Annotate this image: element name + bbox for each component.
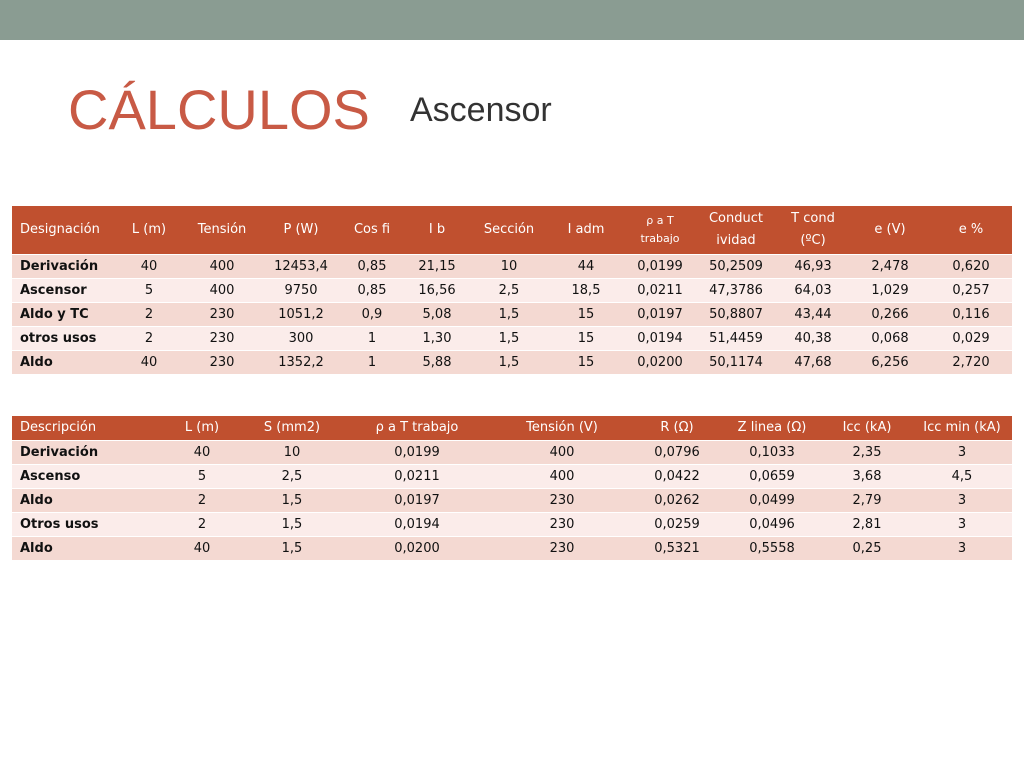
table-cell: 3 <box>912 513 1012 537</box>
table-cell: 400 <box>492 465 632 489</box>
table-cell: 2,35 <box>822 441 912 465</box>
table-cell: 0,257 <box>930 279 1012 303</box>
row-label: Aldo <box>12 537 162 561</box>
table-row <box>12 441 1012 465</box>
column-header: I b <box>404 206 470 255</box>
table-cell: 0,5321 <box>632 537 722 561</box>
table-cell: 3,68 <box>822 465 912 489</box>
table-header-row <box>12 416 1012 441</box>
table-cell: 2 <box>116 303 182 327</box>
row-label: Aldo <box>12 489 162 513</box>
column-header: P (W) <box>262 206 340 255</box>
slide-title: CÁLCULOS <box>68 78 370 141</box>
column-header-line: T cond <box>791 211 835 226</box>
table-cell: 0,0199 <box>342 441 492 465</box>
column-header-line: ρ a T <box>646 214 674 227</box>
column-header: R (Ω) <box>632 416 722 441</box>
column-header: I adm <box>548 206 624 255</box>
table-row <box>12 513 1012 537</box>
table-cell: 3 <box>912 537 1012 561</box>
table-cell: 1,5 <box>242 489 342 513</box>
table-cell: 40,38 <box>776 327 850 351</box>
column-header: Icc min (kA) <box>912 416 1012 441</box>
column-header: ρ a T trabajo <box>342 416 492 441</box>
table-header-row <box>12 206 1012 255</box>
table-cell: 0,0194 <box>342 513 492 537</box>
table-cell: 50,1174 <box>696 351 776 375</box>
column-header: Icc (kA) <box>822 416 912 441</box>
table-row <box>12 537 1012 561</box>
table-cell: 9750 <box>262 279 340 303</box>
table-cell: 1,5 <box>470 351 548 375</box>
table-cell: 2 <box>162 489 242 513</box>
table-cell: 0,116 <box>930 303 1012 327</box>
table-cell: 0,1033 <box>722 441 822 465</box>
table-cell: 2 <box>162 513 242 537</box>
table-cell: 230 <box>492 537 632 561</box>
table-cell: 0,0211 <box>342 465 492 489</box>
table-cell: 0,029 <box>930 327 1012 351</box>
table-cell: 5,88 <box>404 351 470 375</box>
table-cell: 230 <box>182 327 262 351</box>
table-cell: 1051,2 <box>262 303 340 327</box>
table-cell: 1 <box>340 327 404 351</box>
table-cell: 2,5 <box>242 465 342 489</box>
table-cell: 5,08 <box>404 303 470 327</box>
table-cell: 3 <box>912 441 1012 465</box>
table-cell: 0,068 <box>850 327 930 351</box>
column-header: Cos fi <box>340 206 404 255</box>
column-header: S (mm2) <box>242 416 342 441</box>
table-cell: 5 <box>162 465 242 489</box>
table-cell: 18,5 <box>548 279 624 303</box>
column-header: Z linea (Ω) <box>722 416 822 441</box>
table-cell: 0,9 <box>340 303 404 327</box>
column-header: Sección <box>470 206 548 255</box>
row-label: Derivación <box>12 255 116 279</box>
table-cell: 0,0499 <box>722 489 822 513</box>
column-header: e % <box>930 206 1012 255</box>
column-header: Designación <box>12 206 116 255</box>
table-cell: 0,0262 <box>632 489 722 513</box>
table-cell: 230 <box>492 489 632 513</box>
table-row <box>12 351 1012 375</box>
table-cell: 64,03 <box>776 279 850 303</box>
table-cell: 40 <box>162 441 242 465</box>
table-cell: 1,30 <box>404 327 470 351</box>
table-row <box>12 303 1012 327</box>
table-cell: 0,0200 <box>624 351 696 375</box>
table-cell: 0,0197 <box>624 303 696 327</box>
table-cell: 1,5 <box>242 537 342 561</box>
table-row <box>12 465 1012 489</box>
table-cell: 1352,2 <box>262 351 340 375</box>
table-cell: 0,266 <box>850 303 930 327</box>
table-cell: 15 <box>548 327 624 351</box>
table-cell: 1 <box>340 351 404 375</box>
row-label: Derivación <box>12 441 162 465</box>
table-cell: 4,5 <box>912 465 1012 489</box>
table-cell: 3 <box>912 489 1012 513</box>
row-label: otros usos <box>12 327 116 351</box>
table-row <box>12 255 1012 279</box>
column-header-line: Conduct <box>708 211 763 226</box>
table-cell: 10 <box>470 255 548 279</box>
column-header-line: trabajo <box>640 232 680 245</box>
table-cell: 10 <box>242 441 342 465</box>
calculation-table <box>12 206 1012 374</box>
table-cell: 46,93 <box>776 255 850 279</box>
table-cell: 230 <box>182 351 262 375</box>
table-cell: 21,15 <box>404 255 470 279</box>
column-header-line: (ºC) <box>800 233 826 248</box>
table-cell: 0,0796 <box>632 441 722 465</box>
table-cell: 44 <box>548 255 624 279</box>
table-cell: 47,3786 <box>696 279 776 303</box>
table-cell: 0,0211 <box>624 279 696 303</box>
table-cell: 40 <box>116 255 182 279</box>
table-cell: 0,0422 <box>632 465 722 489</box>
table-cell: 2,478 <box>850 255 930 279</box>
column-header <box>624 206 696 255</box>
table-cell: 1,5 <box>242 513 342 537</box>
table-cell: 400 <box>182 279 262 303</box>
table-cell: 12453,4 <box>262 255 340 279</box>
table-cell: 0,0197 <box>342 489 492 513</box>
table-cell: 1,029 <box>850 279 930 303</box>
table-cell: 6,256 <box>850 351 930 375</box>
table-cell: 1,5 <box>470 303 548 327</box>
column-header: Tensión <box>182 206 262 255</box>
table-cell: 2,81 <box>822 513 912 537</box>
table-cell: 40 <box>116 351 182 375</box>
table-cell: 230 <box>182 303 262 327</box>
table-cell: 16,56 <box>404 279 470 303</box>
table-cell: 1,5 <box>470 327 548 351</box>
row-label: Ascenso <box>12 465 162 489</box>
column-header: Descripción <box>12 416 162 441</box>
table-cell: 15 <box>548 303 624 327</box>
table-body <box>12 441 1012 561</box>
short-circuit-table <box>12 416 1012 560</box>
row-label: Ascensor <box>12 279 116 303</box>
column-header-line: ividad <box>716 233 756 248</box>
table-cell: 0,85 <box>340 279 404 303</box>
table-cell: 0,5558 <box>722 537 822 561</box>
row-label: Aldo y TC <box>12 303 116 327</box>
table-cell: 47,68 <box>776 351 850 375</box>
table-cell: 0,0199 <box>624 255 696 279</box>
table-cell: 2,720 <box>930 351 1012 375</box>
column-header: L (m) <box>162 416 242 441</box>
table-cell: 2,79 <box>822 489 912 513</box>
column-header <box>776 206 850 255</box>
table-row <box>12 327 1012 351</box>
table-cell: 0,0659 <box>722 465 822 489</box>
table-cell: 0,0259 <box>632 513 722 537</box>
table-cell: 0,85 <box>340 255 404 279</box>
table-cell: 50,8807 <box>696 303 776 327</box>
slide-subtitle: Ascensor <box>410 91 552 129</box>
row-label: Aldo <box>12 351 116 375</box>
table-cell: 5 <box>116 279 182 303</box>
table-cell: 0,0496 <box>722 513 822 537</box>
column-header: Tensión (V) <box>492 416 632 441</box>
column-header <box>696 206 776 255</box>
table-cell: 400 <box>492 441 632 465</box>
table-body <box>12 255 1012 375</box>
table-cell: 2,5 <box>470 279 548 303</box>
table-cell: 15 <box>548 351 624 375</box>
table-cell: 43,44 <box>776 303 850 327</box>
table-cell: 40 <box>162 537 242 561</box>
table-cell: 230 <box>492 513 632 537</box>
column-header: L (m) <box>116 206 182 255</box>
row-label: Otros usos <box>12 513 162 537</box>
top-bar <box>0 0 1024 40</box>
table-cell: 400 <box>182 255 262 279</box>
table-cell: 0,0200 <box>342 537 492 561</box>
table-cell: 0,0194 <box>624 327 696 351</box>
table-cell: 2 <box>116 327 182 351</box>
table-cell: 0,25 <box>822 537 912 561</box>
table-row <box>12 279 1012 303</box>
column-header: e (V) <box>850 206 930 255</box>
table-cell: 300 <box>262 327 340 351</box>
table-cell: 51,4459 <box>696 327 776 351</box>
table-cell: 0,620 <box>930 255 1012 279</box>
table-row <box>12 489 1012 513</box>
table-cell: 50,2509 <box>696 255 776 279</box>
